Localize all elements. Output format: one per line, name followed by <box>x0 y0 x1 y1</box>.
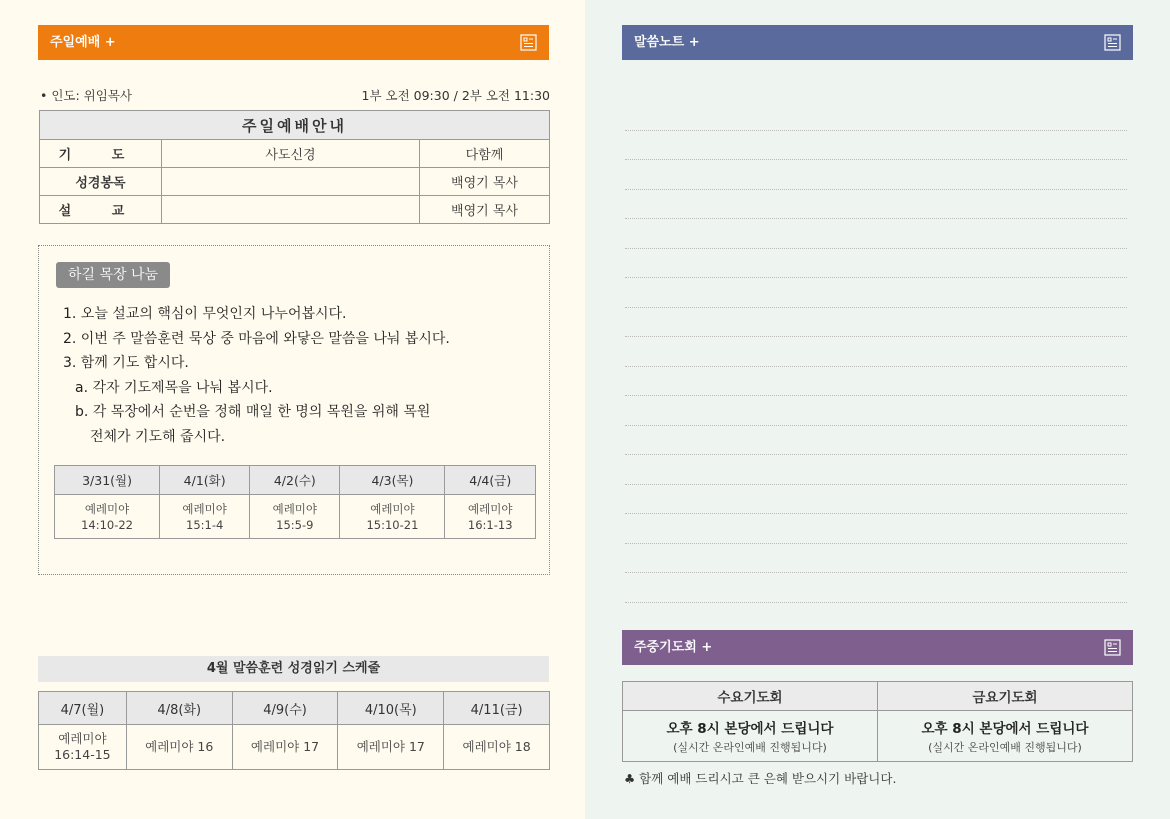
reading-schedule-table <box>54 465 536 539</box>
schedule-day: 4/10(목) <box>338 692 444 725</box>
question-item: 1. 오늘 설교의 핵심이 무엇인지 나누어봅시다. <box>63 306 347 322</box>
prayer-cell <box>878 711 1133 762</box>
worship-table-title: 주일예배안내 <box>40 111 550 140</box>
document-icon[interactable] <box>1104 639 1121 656</box>
row-content <box>162 196 420 224</box>
note-line <box>625 308 1127 338</box>
worship-info-table <box>39 110 550 224</box>
question-subitem: b. 각 목장에서 순번을 정해 매일 한 명의 목원을 위해 목원 <box>75 404 431 420</box>
schedule-book: 예레미야 18 <box>462 739 531 754</box>
schedule-day: 4/11(금) <box>444 692 550 725</box>
note-header-title: 말씀노트 + <box>634 35 700 50</box>
schedule-cell <box>340 495 445 539</box>
schedule-cell <box>338 725 444 770</box>
question-subitem: a. 각자 기도제목을 나눠 봅시다. <box>75 379 273 396</box>
prayer-time: 오후 8시 본당에서 드립니다 <box>921 721 1089 737</box>
row-person: 백영기 목사 <box>420 196 550 224</box>
note-lines-area[interactable] <box>625 101 1127 603</box>
schedule-day: 4/3(목) <box>340 466 445 495</box>
document-icon[interactable] <box>1104 34 1121 51</box>
schedule-cell <box>445 495 536 539</box>
note-line <box>625 514 1127 544</box>
note-line <box>625 160 1127 190</box>
worship-header-title: 주일예배 + <box>50 35 116 50</box>
schedule-day: 4/7(월) <box>39 692 127 725</box>
prayer-meeting-table <box>622 681 1133 762</box>
schedule-day: 3/31(월) <box>55 466 160 495</box>
question-item: 2. 이번 주 말씀훈련 묵상 중 마음에 와닿은 말씀을 나눠 봅시다. <box>63 330 450 347</box>
schedule-book: 예레미야 17 <box>250 739 320 754</box>
schedule-book: 예레미야 16 <box>145 739 214 754</box>
schedule-ref: 16:14-15 <box>54 747 111 762</box>
note-line <box>625 573 1127 603</box>
schedule-day: 4/2(수) <box>250 466 340 495</box>
document-icon[interactable] <box>520 34 537 51</box>
question-item: 3. 함께 기도 합시다. <box>63 355 189 371</box>
schedule-cell <box>55 495 160 539</box>
table-row <box>40 140 550 168</box>
schedule-ref: 14:10-22 <box>81 517 133 532</box>
schedule-cell <box>232 725 338 770</box>
note-line <box>625 278 1127 308</box>
schedule-cell <box>160 495 250 539</box>
schedule-book: 예레미야 <box>468 501 513 516</box>
schedule-book: 예레미야 17 <box>356 739 425 754</box>
row-label: 기 도 <box>40 140 162 168</box>
april-schedule-title: 4월 말씀훈련 성경읽기 스케줄 <box>38 656 549 682</box>
cell-group-tag: 하길 목장 나눔 <box>56 262 170 288</box>
schedule-cell <box>39 725 127 770</box>
schedule-book: 예레미야 <box>58 731 107 746</box>
schedule-ref: 15:1-4 <box>186 517 224 532</box>
prayer-header[interactable] <box>622 630 1133 665</box>
question-list <box>63 302 450 449</box>
schedule-cell <box>250 495 340 539</box>
note-line <box>625 485 1127 515</box>
row-label: 설 교 <box>40 196 162 224</box>
table-row <box>40 196 550 224</box>
note-line <box>625 396 1127 426</box>
prayer-column-title: 금요기도회 <box>878 682 1133 711</box>
schedule-book: 예레미야 <box>272 501 318 516</box>
note-header[interactable] <box>622 25 1133 60</box>
schedule-cell <box>444 725 550 770</box>
schedule-ref: 15:10-21 <box>366 517 419 532</box>
schedule-ref: 16:1-13 <box>467 517 513 532</box>
note-line <box>625 219 1127 249</box>
row-person: 다함께 <box>420 140 550 168</box>
note-line <box>625 249 1127 279</box>
schedule-book: 예레미야 <box>370 501 415 516</box>
schedule-book: 예레미야 <box>84 501 130 516</box>
table-row <box>40 168 550 196</box>
leader-text: • 인도: 위임목사 <box>40 88 132 103</box>
row-content: 사도신경 <box>162 140 420 168</box>
prayer-column-title: 수요기도회 <box>623 682 878 711</box>
schedule-day: 4/8(화) <box>126 692 232 725</box>
prayer-header-title: 주중기도회 + <box>634 640 713 655</box>
note-line <box>625 337 1127 367</box>
footer-note: ♣ 함께 예배 드리시고 큰 은혜 받으시기 바랍니다. <box>624 771 897 786</box>
prayer-time: 오후 8시 본당에서 드립니다 <box>666 721 834 737</box>
note-line <box>625 426 1127 456</box>
note-line <box>625 544 1127 574</box>
service-times: 1부 오전 09:30 / 2부 오전 11:30 <box>361 88 550 103</box>
april-schedule-table <box>38 691 550 770</box>
note-line <box>625 131 1127 161</box>
worship-header[interactable] <box>38 25 549 60</box>
prayer-note: (실시간 온라인예배 진행됩니다) <box>928 741 1082 754</box>
cell-group-box <box>38 245 550 575</box>
note-line <box>625 367 1127 397</box>
row-content <box>162 168 420 196</box>
schedule-day: 4/4(금) <box>445 466 536 495</box>
schedule-cell <box>126 725 232 770</box>
row-label: 성경봉독 <box>40 168 162 196</box>
question-subitem: 전체가 기도해 줍시다. <box>90 428 226 445</box>
note-line <box>625 101 1127 131</box>
note-line <box>625 455 1127 485</box>
note-line <box>625 190 1127 220</box>
schedule-ref: 15:5-9 <box>276 517 314 532</box>
prayer-note: (실시간 온라인예배 진행됩니다) <box>673 741 827 754</box>
row-person: 백영기 목사 <box>420 168 550 196</box>
schedule-book: 예레미야 <box>182 501 227 516</box>
schedule-day: 4/9(수) <box>232 692 338 725</box>
schedule-day: 4/1(화) <box>160 466 250 495</box>
prayer-cell <box>623 711 878 762</box>
